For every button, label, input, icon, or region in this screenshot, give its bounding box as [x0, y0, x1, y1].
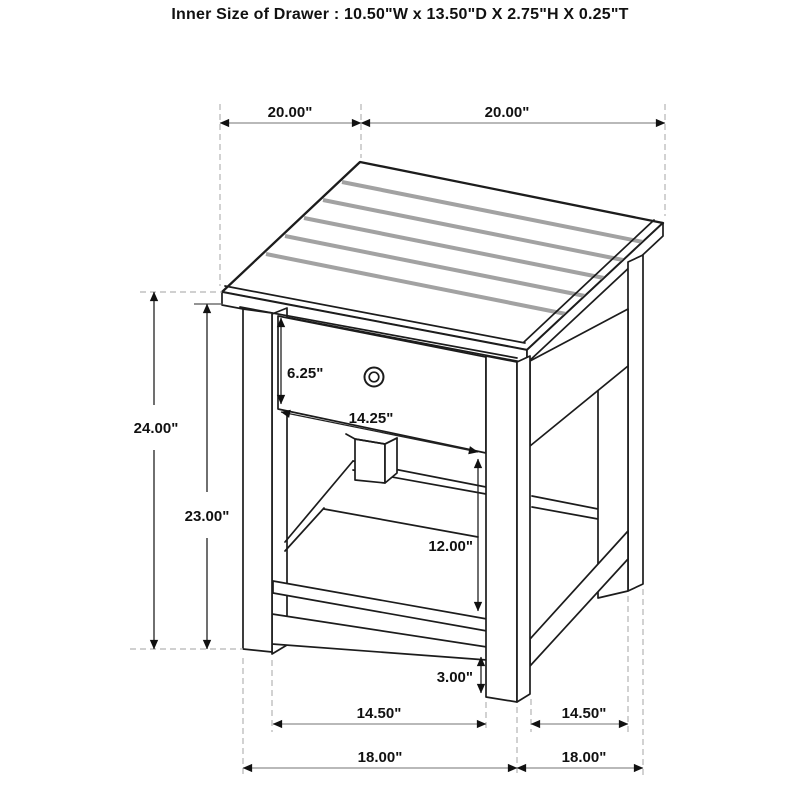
- drawer-divider: [346, 434, 397, 483]
- dim-leg-clearance-side: 14.50": [356, 705, 402, 722]
- dim-leg-height: 23.00": [184, 508, 230, 525]
- drawer-knob-inner: [369, 372, 379, 382]
- dim-drawer-face-width: 14.25": [348, 410, 394, 427]
- front-leg: [486, 356, 530, 702]
- page-title: Inner Size of Drawer : 10.50"W x 13.50"D X 2.75"H X 0.25"T: [171, 6, 629, 23]
- dim-shelf-clearance: 12.00": [428, 538, 473, 555]
- side-bottom-rail: [530, 531, 628, 666]
- dim-base-width: 18.00": [561, 749, 607, 766]
- dim-drawer-face-height: 6.25": [287, 365, 324, 382]
- dim-overall-height: 24.00": [133, 420, 179, 437]
- shelf-back-edge: [532, 496, 598, 519]
- dim-top-width: 20.00": [484, 104, 530, 121]
- dim-base-depth: 18.00": [357, 749, 403, 766]
- table-drawing: [222, 162, 663, 702]
- dim-leg-clearance-front: 14.50": [561, 705, 607, 722]
- dim-foot-height: 3.00": [436, 669, 473, 686]
- left-leg: [243, 309, 272, 652]
- dim-top-depth: 20.00": [267, 104, 313, 121]
